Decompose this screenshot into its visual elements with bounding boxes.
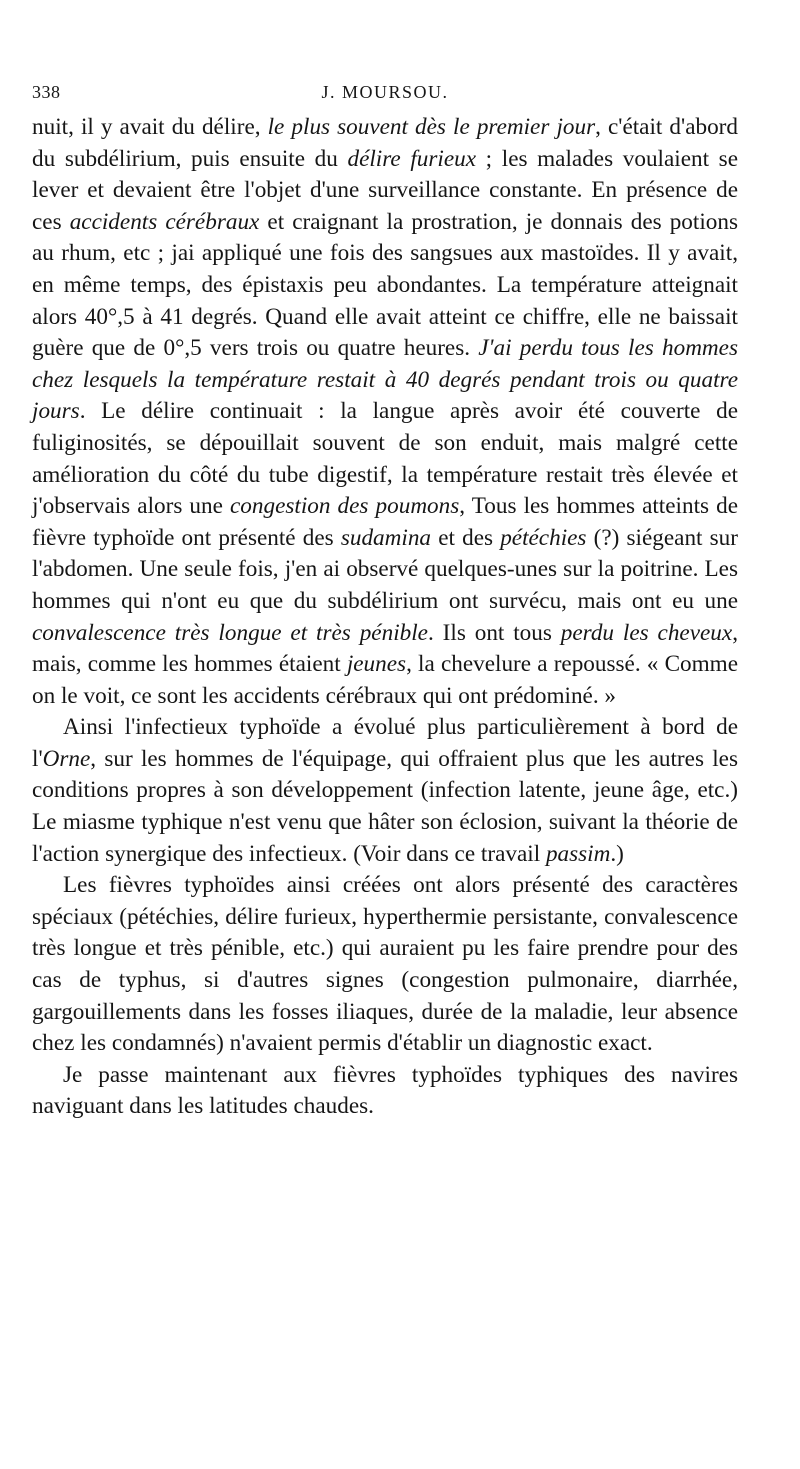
italic-text: J'ai perdu tous les hommes chez lesquels la température restait à 40 degrés pendant trois ou quatre jours <box>32 335 738 425</box>
text-run: , Tous les hommes atteints de fièvre typhoïde ont présenté des <box>32 493 739 551</box>
italic-text: convalescence très longue et très pénible <box>32 619 428 646</box>
italic-text: passim <box>545 840 611 867</box>
text-run: . Le délire continuait : la langue après avoir été couverte de fuliginosités, se dépouillait souvent de son enduit, mais malgré cette amélioration du côté du tube digestif, la température restait très élevée et j'observais alors une <box>32 398 738 520</box>
italic-text: perdu les cheveux <box>560 619 733 646</box>
text-run: et des <box>431 524 501 551</box>
text-run: nuit, il y avait du délire, <box>32 114 268 140</box>
page-number: 338 <box>32 82 61 102</box>
italic-text: jeunes <box>346 651 407 678</box>
text-run: , la chevelure a repoussé. « Comme on le voit, ce sont les accidents cérébraux qui ont prédominé. » <box>32 651 738 709</box>
italic-text: le plus souvent dès le premier jour <box>267 114 596 140</box>
text-run: (?) siégeant sur l'abdomen. Une seule fois, j'en ai observé quelques-unes sur la poitrine. Les hommes qui n'ont eu que du subdélirium ont survécu, mais ont eu une <box>32 524 739 614</box>
text-run: .) <box>610 840 624 867</box>
paragraph <box>32 1060 738 1123</box>
text-run: Ainsi l'infectieux typhoïde a évolué plus particulièrement à bord de l' <box>32 714 738 772</box>
text-run: , sur les hommes de l'équipage, qui offraient plus que les autres les conditions propres à son développement (infection latente, jeune âge, etc.) Le miasme typhique n'est venu que hâter son éclosion, suivant la théorie de l'action synergique des infectieux. (Voir dans ce travail <box>32 745 738 867</box>
italic-text: pétéchies <box>500 524 587 551</box>
italic-text: délire furieux <box>347 145 477 172</box>
italic-text: Orne <box>42 745 91 772</box>
paragraph <box>32 870 738 1060</box>
page-header <box>32 82 738 103</box>
italic-text: sudamina <box>340 524 432 551</box>
running-title: J. MOURSOU. <box>321 82 449 102</box>
text-run: ; les malades voulaient se lever et devaient être l'objet d'une surveillance constante. En présence de ces <box>32 145 738 235</box>
italic-text: congestion des poumons <box>230 493 460 520</box>
paragraph <box>32 112 738 712</box>
text-run: , c'était d'abord du subdélirium, puis ensuite du <box>32 114 738 172</box>
text-run: et craignant la prostration, je donnais des potions au rhum, etc ; jai appliqué une fois des sangsues aux mastoïdes. Il y avait, en même temps, des épistaxis peu abondantes. La température atteignait alors 40°,5 à 41 degrés. Quand elle avait atteint ce chiffre, elle ne baissait guère que de 0°,5 vers trois ou quatre heures. <box>32 208 738 362</box>
text-run: . Ils ont tous <box>427 619 561 646</box>
text-run: , mais, comme les hommes étaient <box>32 619 738 678</box>
italic-text: accidents cérébraux <box>69 208 260 235</box>
text-run: Je passe maintenant aux fièvres typhoïdes typhiques des navires naviguant dans les latitudes chaudes. <box>32 1061 738 1120</box>
body-text <box>32 112 738 1123</box>
paragraph <box>32 712 738 870</box>
text-run: Les fièvres typhoïdes ainsi créées ont alors présenté des caractères spéciaux (pétéchies, délire furieux, hyperthermie persistante, convalescence très longue et très pénible, etc.) qui auraient pu les faire prendre pour des cas de typhus, si d'autres signes (congestion pulmonaire, diarrhée, gargouillements dans les fosses iliaques, durée de la maladie, leur absence chez les condamnés) n'avaient permis d'établir un diagnostic exact. <box>32 872 738 1057</box>
